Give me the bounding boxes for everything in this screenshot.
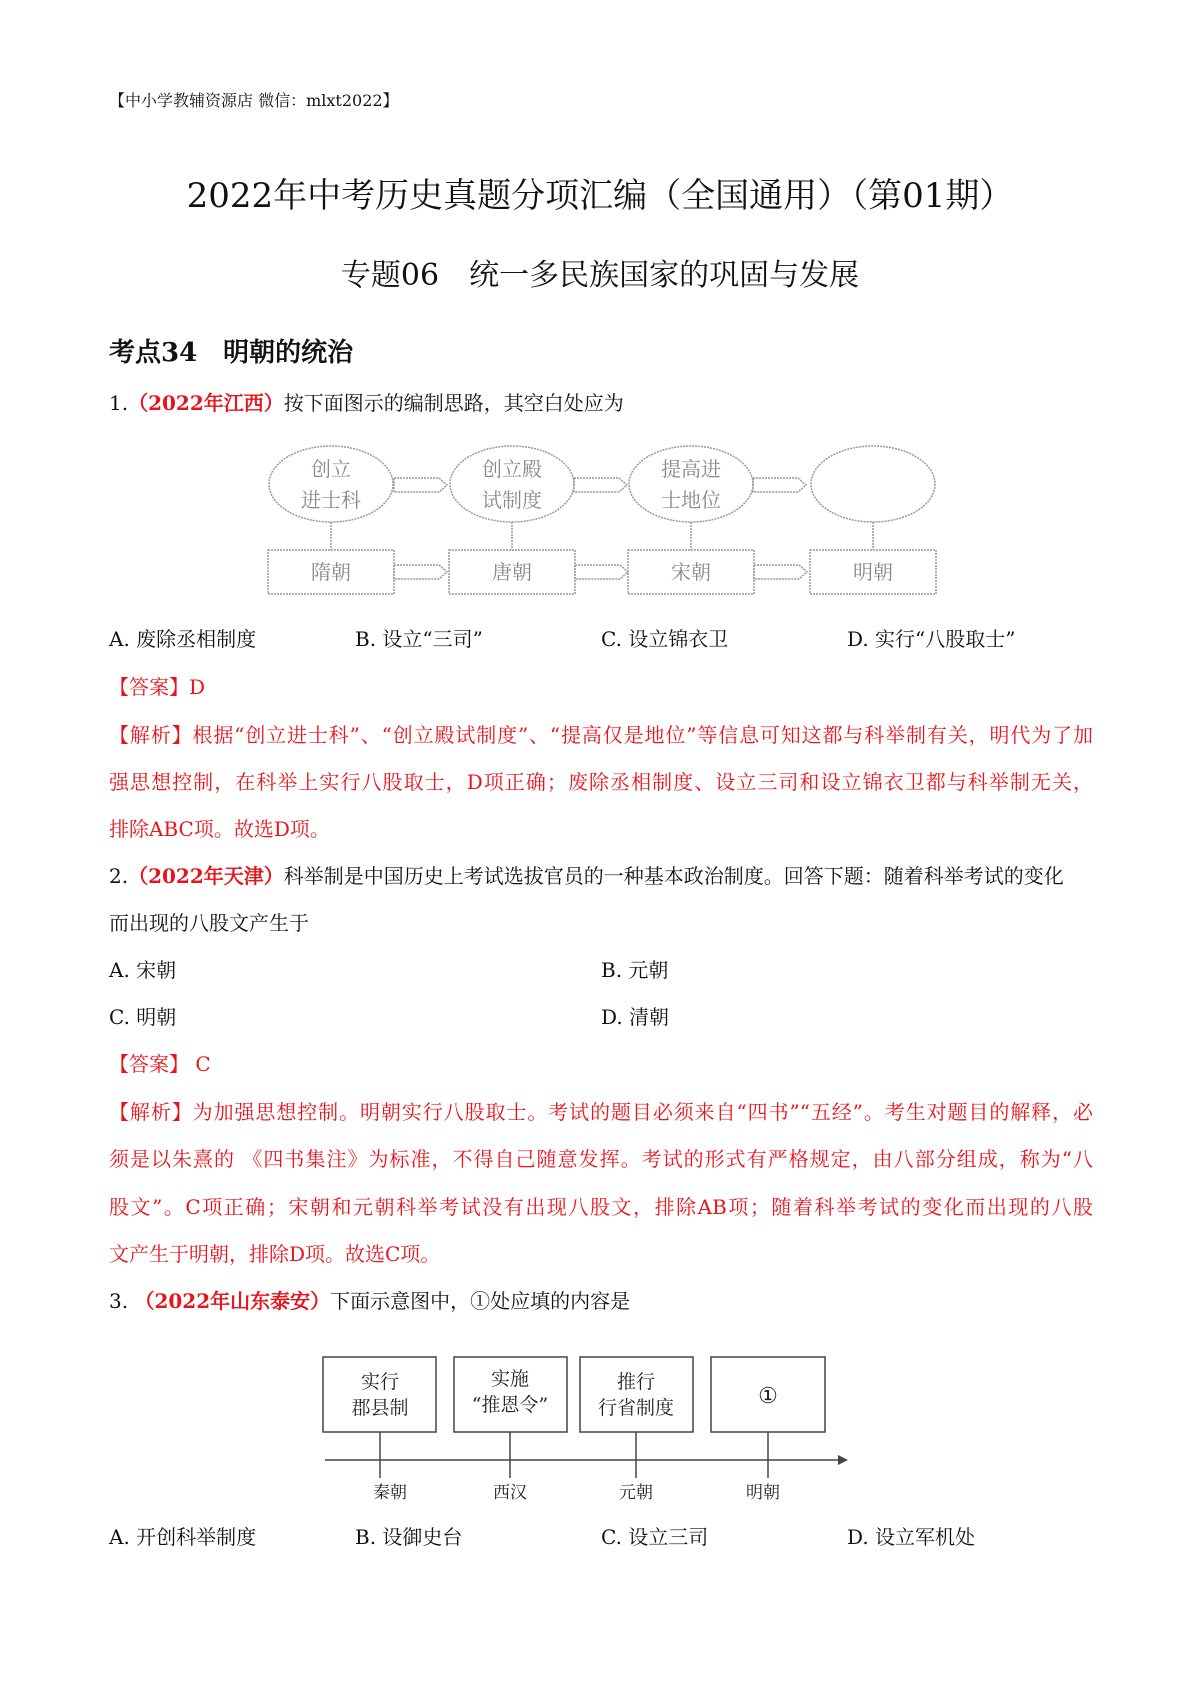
arrow-head — [838, 1455, 848, 1465]
explanation-line: 【解析】根据“创立进士科”、“创立殿试制度”、“提高仅是地位”等信息可知这都与科举制有关，明代为了加 — [109, 723, 1093, 747]
option-d: D. 设立军机处 — [847, 1525, 976, 1549]
question-source: （2022年天津） — [128, 864, 284, 888]
page-header: 【中小学教辅资源店 微信：mlxt2022】 — [109, 91, 399, 110]
box-text: 推行 — [616, 1371, 656, 1393]
option-a: A. 宋朝 — [109, 958, 177, 982]
question-source: （2022年山东泰安） — [134, 1289, 331, 1313]
question-source: （2022年江西） — [128, 391, 284, 415]
option-a: A. 废除丞相制度 — [109, 627, 257, 651]
explanation-line: 文产生于明朝，排除D项。故选C项。 — [109, 1242, 441, 1266]
box-text: 实施 — [490, 1368, 530, 1390]
ellipse-text: 进士科 — [301, 488, 361, 512]
explanation-line: 强思想控制，在科举上实行八股取士，D项正确；废除丞相制度、设立三司和设立锦衣卫都与科举制无关， — [109, 770, 1093, 794]
section-heading: 考点34 明朝的统治 — [109, 338, 354, 368]
ellipse-text: 创立殿 — [482, 457, 542, 481]
ellipse-text: 提高进 — [661, 457, 721, 481]
explanation-line: 【解析】为加强思想控制。明朝实行八股取士。考试的题目必须来自“四书”“五经”。考生对题目的解释，必 — [109, 1100, 1093, 1124]
diagram-box — [323, 1357, 436, 1432]
explanation-line: 排除ABC项。故选D项。 — [109, 817, 330, 841]
option-b: B. 设御史台 — [355, 1525, 463, 1549]
box-text: 宋朝 — [671, 560, 711, 584]
question-stem-cont: 而出现的八股文产生于 — [109, 911, 309, 935]
timeline-label: 西汉 — [493, 1483, 527, 1503]
timeline-label: 元朝 — [619, 1483, 653, 1503]
document-subtitle: 专题06 统一多民族国家的巩固与发展 — [340, 258, 860, 293]
question-number: 2. — [109, 864, 129, 888]
diagram-box — [580, 1357, 693, 1432]
explanation-line: 须是以朱熹的 《四书集注》为标准，不得自己随意发挥。考试的形式有严格规定，由八部分组成，称为“八 — [109, 1147, 1093, 1171]
explanation-line: 股文”。C项正确；宋朝和元朝科举考试没有出现八股文，排除AB项；随着科举考试的变化而出现的八股 — [109, 1195, 1093, 1219]
option-c: C. 明朝 — [109, 1005, 177, 1029]
option-d: D. 实行“八股取士” — [847, 627, 1016, 651]
box-text: 明朝 — [853, 560, 893, 584]
option-b: B. 元朝 — [601, 958, 669, 982]
document-title: 2022年中考历史真题分项汇编（全国通用）（第01期） — [186, 176, 1014, 216]
option-a: A. 开创科举制度 — [109, 1525, 257, 1549]
question-stem: 按下面图示的编制思路，其空白处应为 — [283, 391, 624, 415]
box-text: 唐朝 — [492, 560, 532, 584]
option-c: C. 设立三司 — [601, 1525, 709, 1549]
question-number: 3. — [109, 1289, 129, 1313]
ellipse-text: 创立 — [311, 457, 351, 481]
answer: 【答案】D — [109, 675, 206, 699]
box-text: 实行 — [360, 1371, 400, 1393]
ellipse-text: 试制度 — [482, 488, 542, 512]
box-text: 隋朝 — [311, 560, 351, 584]
question-stem: 科举制是中国历史上考试选拔官员的一种基本政治制度。回答下题：随着科举考试的变化 — [283, 864, 1064, 888]
timeline-label: 秦朝 — [373, 1483, 407, 1503]
answer: 【答案】 C — [109, 1052, 211, 1076]
question-stem: 下面示意图中，①处应填的内容是 — [330, 1289, 631, 1313]
ellipse-text: 士地位 — [661, 488, 721, 512]
question-number: 1. — [109, 391, 129, 415]
box-text: ① — [758, 1384, 778, 1409]
option-c: C. 设立锦衣卫 — [601, 627, 729, 651]
box-text: 郡县制 — [351, 1397, 409, 1419]
option-d: D. 清朝 — [601, 1005, 670, 1029]
timeline-label: 明朝 — [746, 1483, 780, 1503]
box-text: 行省制度 — [597, 1397, 675, 1419]
option-b: B. 设立“三司” — [355, 627, 483, 651]
box-text: “推恩令” — [471, 1394, 549, 1416]
